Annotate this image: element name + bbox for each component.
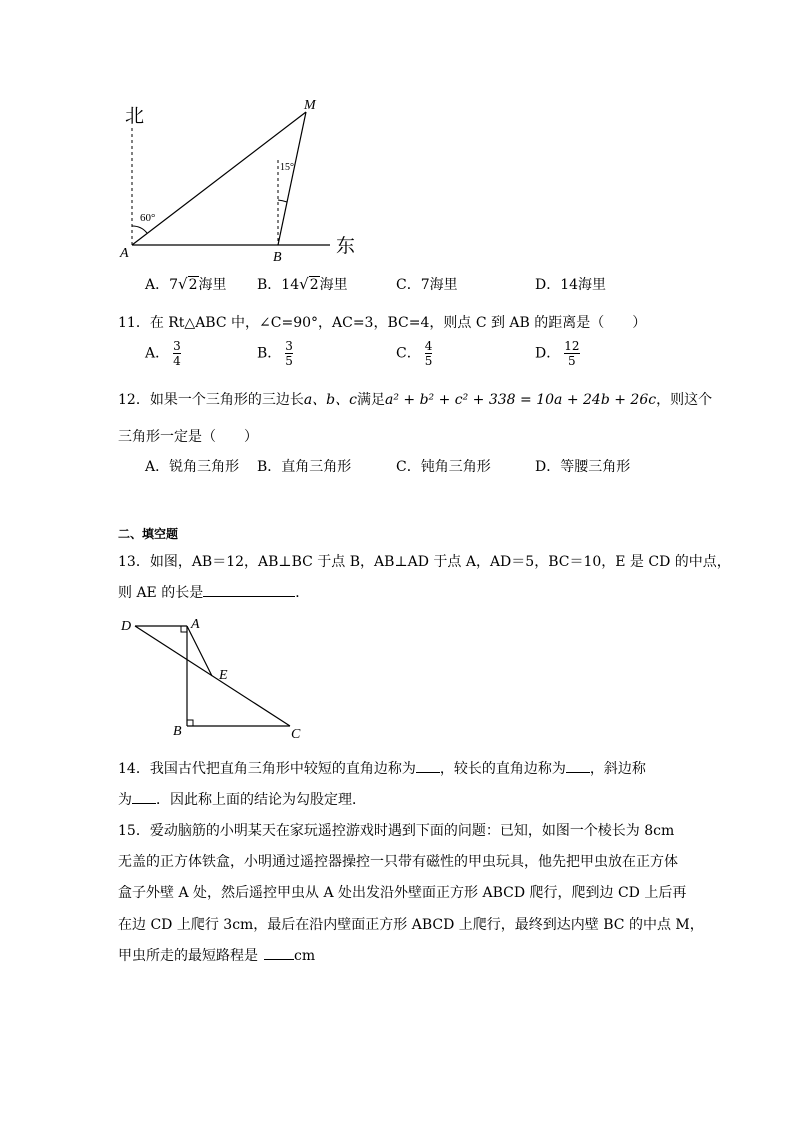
q12-stem-mid: 满足 (356, 392, 385, 408)
q11-a-den: 4 (173, 354, 181, 368)
q15-line5-post: cm (294, 948, 316, 964)
q11-b-label: B． (257, 345, 282, 362)
q15-answer-blank[interactable] (264, 959, 294, 960)
q13-line2 (118, 582, 309, 602)
q10-option-a: A．7√2海里 (145, 275, 227, 293)
q11-d-label: D． (535, 345, 561, 362)
q11-option-d (535, 339, 580, 368)
q15-line1: 15．爱动脑筋的小明某天在家玩遥控游戏时遇到下面的问题：已知，如图一个棱长为 8cm (118, 823, 675, 839)
figure-quadrilateral (115, 612, 315, 742)
q12-stem-vars: a、b、c (303, 392, 357, 408)
q12-equation: a² + b² + c² + 338 = 10a + 24b + 26c (384, 392, 657, 408)
fig2-label-e: E (219, 668, 228, 683)
q12-option-b: B．直角三角形 (257, 459, 352, 475)
q12-stem-post: ，则这个 (656, 392, 713, 408)
q12-option-a: A．锐角三角形 (145, 459, 240, 475)
q11-b-num: 3 (285, 339, 293, 353)
point-label-a: A (120, 246, 129, 261)
q11-d-fraction (564, 339, 579, 368)
right-angle-a (181, 626, 187, 632)
q11-d-num: 12 (564, 339, 580, 353)
q10-b-coef: 14 (281, 277, 300, 293)
fig2-label-b: B (173, 724, 182, 739)
q10-a-label: A． (145, 277, 170, 293)
point-label-m: M (304, 98, 316, 113)
segment-am (132, 112, 306, 245)
q14-blank-1[interactable] (416, 772, 440, 773)
east-label: 东 (336, 236, 356, 257)
q11-stem: 11．在 Rt△ABC 中，∠C=90°，AC=3，BC=4，则点 C 到 AB 的距离是（ ） (118, 315, 647, 331)
section-title: 二、填空题 (118, 527, 179, 541)
angle-arc-a (132, 226, 147, 233)
fig2-label-c: C (291, 727, 301, 742)
q10-option-c: C．7海里 (396, 277, 458, 293)
q11-b-den: 5 (285, 354, 293, 368)
q13-answer-blank[interactable] (203, 596, 295, 597)
q11-option-b (257, 339, 293, 368)
q11-b-fraction (285, 339, 293, 368)
q14-blank-2[interactable] (566, 772, 590, 773)
q10-a-radicand: 2 (188, 277, 198, 293)
q11-a-fraction (173, 339, 181, 368)
q11-option-a (145, 339, 181, 368)
q10-option-b: B．14√2海里 (257, 275, 348, 293)
q11-c-num: 4 (424, 339, 433, 353)
q13-line2-pre: 则 AE 的长是 (118, 585, 204, 601)
q10-b-radicand: 2 (309, 277, 319, 293)
q14-line1-a: 14．我国古代把直角三角形中较短的直角边称为 (118, 761, 416, 777)
q15-line2: 无盖的正方体铁盒，小明通过遥控器操控一只带有磁性的甲虫玩具，他先把甲虫放在正方体 (118, 854, 678, 870)
q15-line4: 在边 CD 上爬行 3cm，最后在沿内壁面正方形 ABCD 上爬行，最终到达内壁 BC 的中点 M， (118, 917, 704, 933)
north-label: 北 (125, 106, 145, 127)
q15-line3: 盒子外壁 A 处，然后遥控甲虫从 A 处出发沿外壁面正方形 ABCD 爬行，爬到边 CD 上后再 (118, 885, 687, 901)
q12-stem-pre: 12．如果一个三角形的三边长 (118, 392, 304, 408)
right-angle-b (187, 720, 193, 726)
q10-option-d: D．14海里 (535, 277, 607, 293)
q12-option-d: D．等腰三角形 (535, 459, 631, 475)
q13-line1: 13．如图，AB＝12，AB⊥BC 于点 B，AB⊥AD 于点 A，AD＝5，BC＝10，E 是 CD 的中点， (118, 554, 731, 570)
q10-a-coef: 7 (169, 277, 179, 293)
q14-line1-c: ，斜边称 (589, 761, 646, 777)
q11-c-den: 5 (424, 354, 433, 368)
q11-a-label: A． (145, 345, 170, 362)
q14-line1-b: ，较长的直角边称为 (439, 761, 566, 777)
q11-option-c (396, 339, 432, 368)
angle-label-a: 60° (140, 212, 156, 224)
q10-b-unit: 海里 (319, 277, 348, 293)
q11-a-num: 3 (173, 339, 181, 353)
q12-stem-line2: 三角形一定是（ ） (118, 429, 258, 445)
q15-line5-pre: 甲虫所走的最短路程是 (118, 948, 258, 964)
q14-line1 (118, 758, 646, 778)
point-label-b: B (273, 250, 282, 265)
q10-a-unit: 海里 (198, 277, 227, 293)
segment-bm (278, 112, 306, 245)
q11-c-label: C． (396, 345, 421, 362)
q14-blank-3[interactable] (132, 803, 156, 804)
q11-c-fraction (425, 339, 433, 368)
segment-dc (135, 626, 290, 726)
figure-north-east (110, 90, 370, 265)
q12-stem-line1 (118, 389, 712, 409)
angle-arc-b (278, 200, 287, 202)
q11-d-den: 5 (568, 354, 576, 368)
q15-line5 (118, 945, 315, 965)
fig2-label-d: D (121, 619, 132, 634)
q14-line2 (118, 789, 366, 809)
q12-option-c: C．钝角三角形 (396, 459, 491, 475)
fig2-label-a: A (191, 617, 200, 632)
q14-line2-a: 为 (118, 792, 132, 808)
q14-line2-b: ．因此称上面的结论为勾股定理． (156, 792, 366, 808)
segment-ae (187, 626, 212, 676)
q13-line2-post: ． (295, 585, 310, 601)
q10-b-label: B． (257, 277, 282, 293)
angle-label-b: 15° (280, 162, 294, 173)
